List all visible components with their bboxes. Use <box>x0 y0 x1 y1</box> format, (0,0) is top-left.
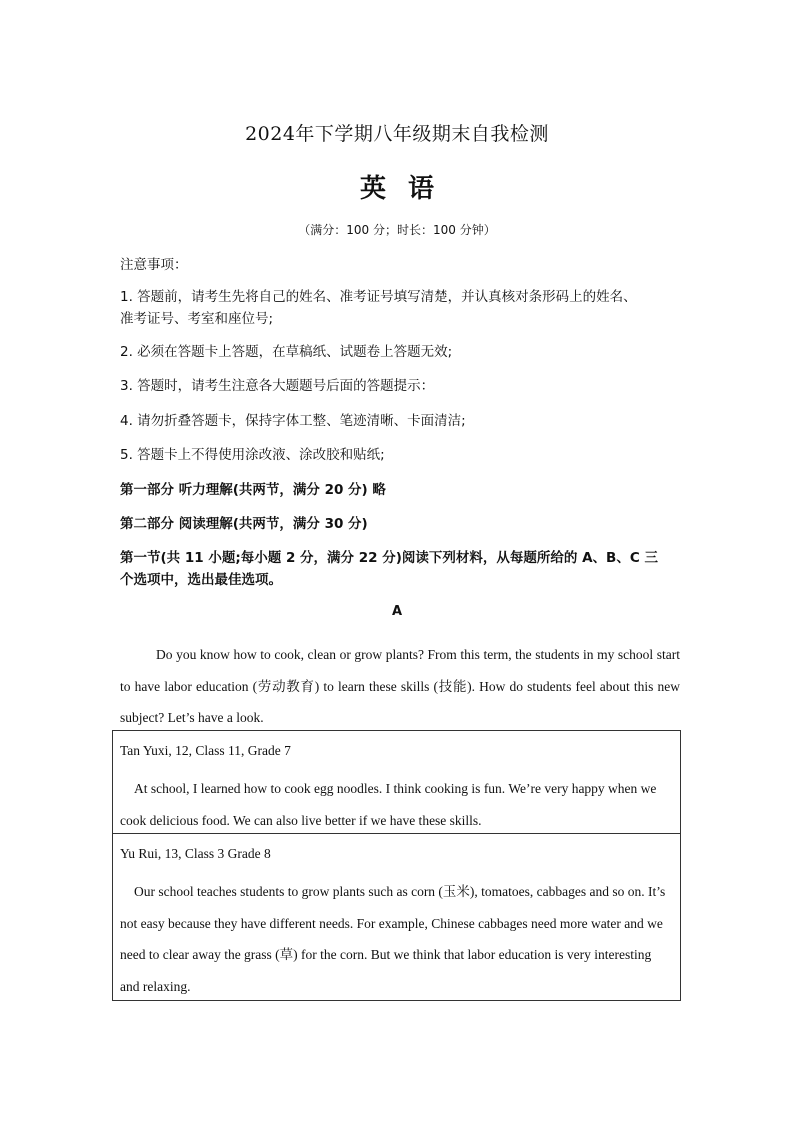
note-item-3: 3. 答题时，请考生注意各大题题号后面的答题提示： <box>120 378 435 394</box>
part2-heading: 第二部分 阅读理解(共两节，满分 30 分) <box>120 516 368 532</box>
student-name-1: Tan Yuxi, 12, Class 11, Grade 7 <box>120 743 291 758</box>
note-item-2: 2. 必须在答题卡上答题，在草稿纸、试题卷上答题无效; <box>120 344 453 360</box>
section1-instructions-cont: 个选项中，选出最佳选项。 <box>120 572 282 588</box>
student-text-1: At school, I learned how to cook egg noodles. I think cooking is fun. We’re very happy when we cook delicious food. We can also live better if we have these skills. <box>120 781 657 828</box>
student-name-2: Yu Rui, 13, Class 3 Grade 8 <box>120 846 271 861</box>
note-item-1-cont: 准考证号、考室和座位号; <box>120 311 274 327</box>
note-item-1: 1. 答题前，请考生先将自己的姓名、准考证号填写清楚，并认真核对条形码上的姓名、 <box>120 289 637 305</box>
part1-heading: 第一部分 听力理解(共两节，满分 20 分) 略 <box>120 482 386 498</box>
section1-instructions: 第一节(共 11 小题;每小题 2 分，满分 22 分)阅读下列材料，从每题所给的 A、B、C 三 <box>120 550 658 566</box>
note-item-5: 5. 答题卡上不得使用涂改液、涂改胶和贴纸; <box>120 447 385 463</box>
exam-meta: （满分：100 分；时长：100 分钟） <box>298 223 496 237</box>
student-box-1 <box>112 730 681 834</box>
student-box-2 <box>112 833 681 1001</box>
student-text-2: Our school teaches students to grow plants such as corn (玉米), tomatoes, cabbages and so on. It’s not easy because they have different needs. For example, Chinese cabbages need more water and we need to clear away the grass (草) for the corn. But we think that labor education is very interesting and relaxing. <box>120 884 666 994</box>
passage-intro: Do you know how to cook, clean or grow plants? From this term, the students in my school start to have labor education (劳动教育) to learn these skills (技能). How do students feel about this new subject? Let’s have a look. <box>120 647 680 725</box>
passage-letter: A <box>391 604 403 619</box>
subject-title: 英语 <box>359 174 456 204</box>
note-item-4: 4. 请勿折叠答题卡，保持字体工整、笔迹清晰、卡面清洁; <box>120 413 466 429</box>
exam-title: 2024年下学期八年级期末自我检测 <box>245 123 549 145</box>
notes-heading: 注意事项： <box>120 257 188 273</box>
